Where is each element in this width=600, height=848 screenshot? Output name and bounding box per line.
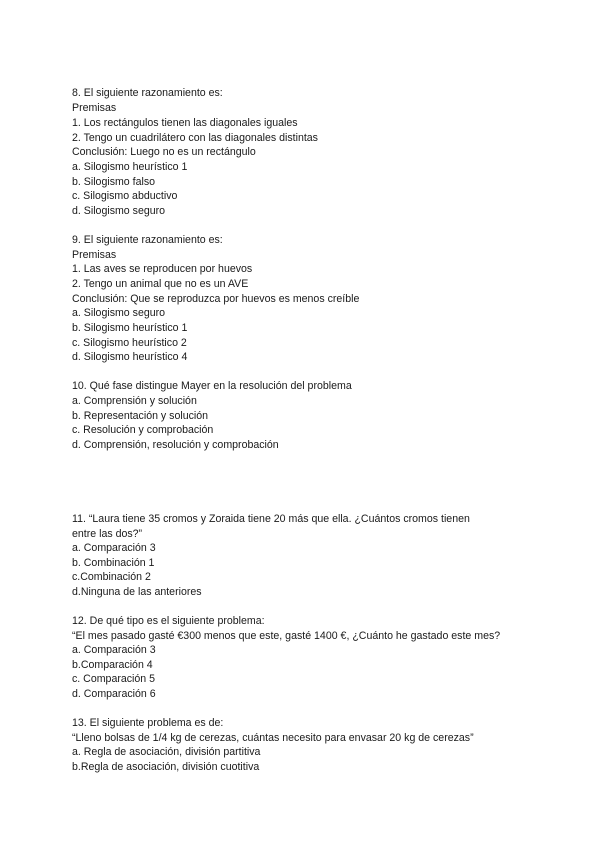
question-9-premise-2: 2. Tengo un animal que no es un AVE — [72, 278, 249, 290]
question-9-option-c: c. Silogismo heurístico 2 — [72, 337, 187, 349]
question-11-option-b: b. Combinación 1 — [72, 557, 155, 569]
question-10-option-d: d. Comprensión, resolución y comprobación — [72, 439, 279, 451]
question-11-title-line-1: 11. “Laura tiene 35 cromos y Zoraida tiene 20 más que ella. ¿Cuántos cromos tienen — [72, 513, 470, 525]
question-11-option-c: c.Combinación 2 — [72, 571, 151, 583]
question-8-premisas-label: Premisas — [72, 102, 117, 114]
question-9-option-b: b. Silogismo heurístico 1 — [72, 322, 188, 334]
question-8-option-a: a. Silogismo heurístico 1 — [72, 161, 188, 173]
question-8-option-d: d. Silogismo seguro — [72, 205, 166, 217]
question-12-title: 12. De qué tipo es el siguiente problema: — [72, 615, 265, 627]
question-10-option-a: a. Comprensión y solución — [72, 395, 197, 407]
question-10-option-b: b. Representación y solución — [72, 410, 209, 422]
question-8-option-b: b. Silogismo falso — [72, 176, 156, 188]
question-10-option-c: c. Resolución y comprobación — [72, 424, 214, 436]
question-12-option-a: a. Comparación 3 — [72, 644, 156, 656]
question-8-title: 8. El siguiente razonamiento es: — [72, 87, 223, 99]
question-8-option-c: c. Silogismo abductivo — [72, 190, 178, 202]
question-10-title: 10. Qué fase distingue Mayer en la resolución del problema — [72, 380, 352, 392]
question-13-option-b: b.Regla de asociación, división cuotitiva — [72, 761, 260, 773]
question-11-option-a: a. Comparación 3 — [72, 542, 156, 554]
question-9-title: 9. El siguiente razonamiento es: — [72, 234, 223, 246]
question-13-option-a: a. Regla de asociación, división partitiva — [72, 746, 261, 758]
question-9-option-d: d. Silogismo heurístico 4 — [72, 351, 188, 363]
question-8-premise-1: 1. Los rectángulos tienen las diagonales iguales — [72, 117, 298, 129]
question-12-option-d: d. Comparación 6 — [72, 688, 156, 700]
question-12-statement: “El mes pasado gasté €300 menos que este, gasté 1400 €, ¿Cuánto he gastado este mes? — [72, 630, 501, 642]
question-9-option-a: a. Silogismo seguro — [72, 307, 166, 319]
question-9-premisas-label: Premisas — [72, 249, 117, 261]
question-9-premise-1: 1. Las aves se reproducen por huevos — [72, 263, 253, 275]
question-13-title: 13. El siguiente problema es de: — [72, 717, 224, 729]
question-11-title-line-2: entre las dos?” — [72, 528, 143, 540]
question-11-option-d: d.Ninguna de las anteriores — [72, 586, 202, 598]
question-12-option-c: c. Comparación 5 — [72, 673, 156, 685]
question-9-conclusion: Conclusión: Que se reproduzca por huevos es menos creíble — [72, 293, 360, 305]
question-12-option-b: b.Comparación 4 — [72, 659, 153, 671]
question-13-statement: “Lleno bolsas de 1/4 kg de cerezas, cuántas necesito para envasar 20 kg de cerezas” — [72, 732, 474, 744]
question-8-conclusion: Conclusión: Luego no es un rectángulo — [72, 146, 256, 158]
question-8-premise-2: 2. Tengo un cuadrilátero con las diagonales distintas — [72, 132, 318, 144]
